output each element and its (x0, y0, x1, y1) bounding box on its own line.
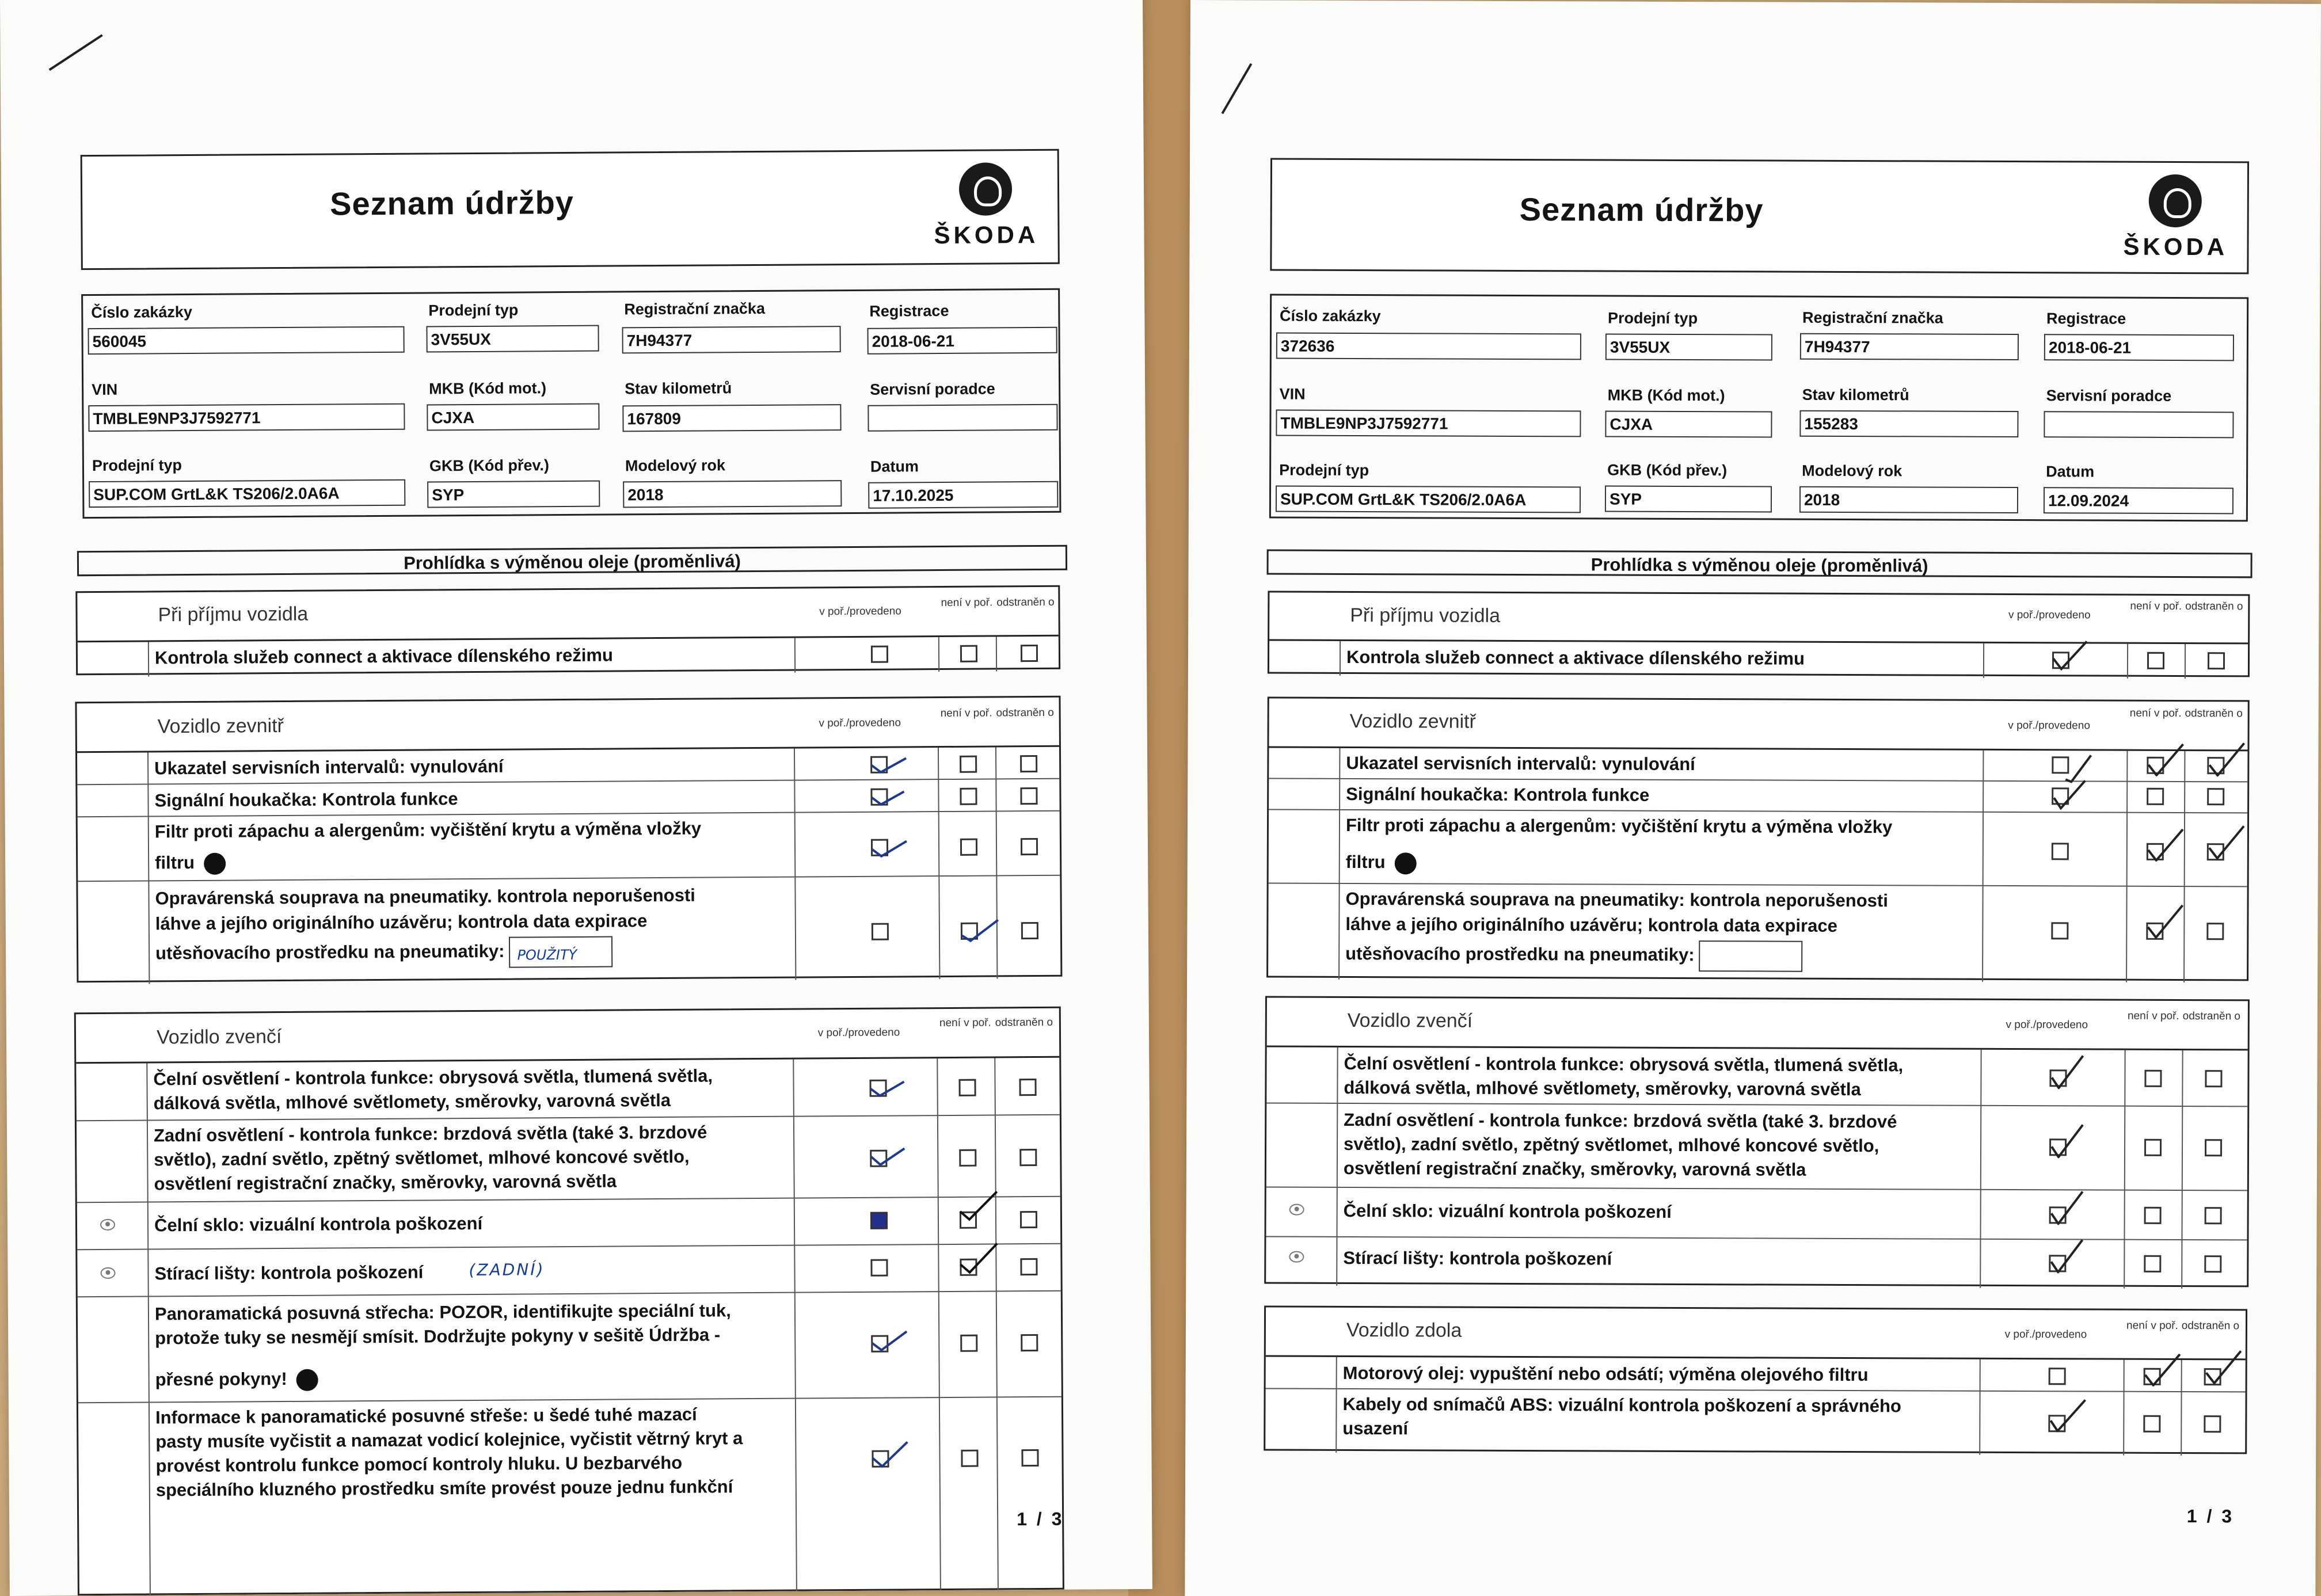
item-rear-light: Zadní osvětlení - kontrola funkce: brzdová světla (také 3. brzdové (1344, 1109, 1897, 1132)
checkbox[interactable] (1020, 1258, 1037, 1275)
checkbox[interactable] (2051, 922, 2068, 939)
checkbox-checked[interactable] (2207, 843, 2224, 860)
checkbox[interactable] (2144, 1255, 2161, 1273)
item-repair-kit: Opravárenská souprava na pneumatiky: kontrola neporušenosti (1345, 888, 1888, 911)
checkbox-checked[interactable] (961, 923, 978, 940)
item-roof-info: Informace k panoramatické posuvné střeše: u šedé tuhé mazací (155, 1404, 697, 1428)
col-not-ok: není v poř. (941, 596, 993, 610)
item-abs: Kabely od snímačů ABS: vizuální kontrola poškození a správného (1342, 1393, 1901, 1416)
gearbox-field[interactable]: SYP (427, 481, 600, 508)
item-repair-kit: Opravárenská souprava na pneumatiky. kontrola neporušenosti (155, 885, 695, 909)
registration-field[interactable]: 2018-06-21 (867, 327, 1057, 355)
section-exterior (1264, 996, 2250, 1287)
item-filter-b: filtru (1345, 851, 1386, 873)
checkbox[interactable] (2204, 1255, 2221, 1273)
checkbox-checked[interactable] (2052, 787, 2069, 805)
section-reception (75, 585, 1060, 675)
date-label: Datum (2046, 463, 2095, 481)
checkbox-checked[interactable] (960, 1212, 977, 1229)
checkbox[interactable] (2147, 652, 2164, 669)
plate-field[interactable]: 7H94377 (1800, 333, 2019, 360)
item-rear-light-b: světlo), zadní světlo, zpětný světlomet, mlhové koncové světlo, (154, 1146, 690, 1170)
checkbox[interactable] (2143, 1415, 2160, 1433)
tire-sealant-field[interactable] (1699, 940, 1802, 972)
checkbox[interactable] (961, 1450, 978, 1467)
section-header (76, 1008, 1059, 1064)
item-roof-b: protože tuky se nesmějí smísit. Dodržujte pokyny v sešitě Údržba - (155, 1324, 721, 1349)
header-box (81, 149, 1060, 270)
gearbox-label: GKB (Kód přev.) (1607, 461, 1728, 479)
gearbox-field[interactable]: SYP (1605, 486, 1772, 513)
checkbox-checked[interactable] (2204, 1368, 2221, 1385)
section-header (77, 698, 1059, 753)
item-repair-kit-b: láhve a jejího originálního uzávěru; kontrola data expirace (1345, 913, 1837, 936)
item-filter: Filtr proti zápachu a alergenům: vyčištění krytu a výměna vložky (1345, 814, 1893, 837)
checkbox[interactable] (960, 1335, 977, 1352)
item-repair-kit-c: utěsňovacího prostředku na pneumatiky: (1345, 943, 1695, 965)
section-title: Při příjmu vozidla (1350, 604, 1501, 627)
checkbox-checked[interactable] (870, 789, 888, 806)
checkbox[interactable] (2206, 923, 2224, 940)
section-header (1269, 698, 2247, 751)
engine-field[interactable]: CJXA (1605, 411, 1772, 438)
order-field[interactable]: 372636 (1276, 333, 1581, 360)
checkbox[interactable] (2208, 652, 2225, 669)
model-label: Prodejní typ (92, 456, 182, 475)
model-field[interactable]: SUP.COM GrtL&K TS206/2.0A6A (89, 479, 405, 508)
checkbox[interactable] (1020, 787, 1037, 805)
item-repair-kit-c-row (153, 936, 613, 970)
brand-name: ŠKODA (2123, 233, 2228, 261)
col-fixed: odstraněn o (2182, 1010, 2241, 1023)
sales-type-label: Prodejní typ (428, 301, 519, 319)
eye-icon (1289, 1204, 1304, 1216)
order-field[interactable]: 560045 (87, 326, 404, 355)
checkbox[interactable] (1021, 922, 1038, 939)
advisor-label: Servisní poradce (870, 380, 995, 398)
model-year-label: Modelový rok (625, 456, 726, 475)
checkbox[interactable] (2204, 1415, 2221, 1433)
checkbox[interactable] (2205, 1070, 2222, 1087)
checkbox[interactable] (1021, 1449, 1038, 1467)
inspection-title: Prohlídka s výměnou oleje (proměnlivá) (1267, 549, 2252, 578)
page-number: 1 / 3 (1017, 1508, 1064, 1530)
vehicle-info (1269, 294, 2248, 521)
item-windshield: Čelní sklo: vizuální kontrola poškození (1343, 1200, 1672, 1222)
section-header (77, 587, 1058, 642)
registration-label: Registrace (869, 302, 949, 320)
checkbox[interactable] (2205, 1139, 2222, 1156)
odometer-field[interactable]: 167809 (622, 404, 841, 432)
order-label: Číslo zakázky (91, 303, 193, 322)
eye-icon (1289, 1251, 1304, 1263)
checkbox-checked[interactable] (2146, 923, 2163, 940)
checkbox[interactable] (2052, 843, 2069, 860)
engine-label: MKB (Kód mot.) (429, 379, 547, 398)
col-done: v poř./provedeno (819, 605, 901, 618)
item-roof-info-c: provést kontrolu funkce pomocí kontroly hluku. U bezbarvého (155, 1452, 683, 1476)
header-box (1270, 158, 2249, 274)
item-rear-light: Zadní osvětlení - kontrola funkce: brzdová světla (také 3. brzdové (153, 1122, 707, 1146)
checkbox[interactable] (2144, 1139, 2162, 1156)
item-front-light-b: dálková světla, mlhové světlomety, směrovky, varovná světla (1344, 1077, 1861, 1100)
checkbox-checked[interactable] (2048, 1415, 2065, 1432)
checkbox[interactable] (1020, 755, 1037, 772)
item-connect: Kontrola služeb connect a aktivace dílenského režimu (154, 645, 613, 668)
item-repair-kit-b: láhve a jejího originálního uzávěru; kontrola data expirace (155, 911, 648, 934)
sales-type-field[interactable]: 3V55UX (426, 325, 599, 353)
col-not-ok: není v poř. (940, 707, 992, 720)
section-title: Vozidlo zvenčí (1347, 1009, 1473, 1032)
col-not-ok: není v poř. (939, 1016, 991, 1030)
advisor-field[interactable] (867, 404, 1057, 432)
date-field[interactable]: 12.09.2024 (2044, 487, 2234, 514)
item-roof-c-row (153, 1366, 318, 1393)
model-year-field[interactable]: 2018 (1799, 486, 2018, 513)
inspection-title: Prohlídka s výměnou oleje (proměnlivá) (77, 545, 1067, 577)
section-title: Vozidlo zdola (1346, 1319, 1462, 1342)
section-title: Při příjmu vozidla (158, 603, 309, 626)
vin-field[interactable]: TMBLE9NP3J7592771 (88, 403, 405, 432)
skoda-logo (2123, 174, 2227, 261)
checkbox[interactable] (2144, 1207, 2162, 1224)
engine-field[interactable]: CJXA (427, 403, 599, 431)
item-wipers: Stírací lišty: kontrola poškození (154, 1262, 424, 1284)
item-rear-light-c: osvětlení registrační značky, směrovky, varovná světla (154, 1171, 617, 1194)
vin-label: VIN (1279, 385, 1306, 403)
col-not-ok: není v poř. (2129, 707, 2182, 720)
item-roof: Panoramatická posuvná střecha: POZOR, identifikujte speciální tuk, (154, 1300, 731, 1324)
checkbox[interactable] (2049, 1368, 2066, 1385)
checkbox-checked[interactable] (2147, 757, 2164, 774)
order-label: Číslo zakázky (1280, 307, 1381, 325)
odometer-field[interactable]: 155283 (1799, 410, 2018, 437)
col-fixed: odstraněn o (996, 706, 1054, 719)
item-wipers: Stírací lišty: kontrola poškození (1343, 1247, 1612, 1269)
checkbox[interactable] (2207, 788, 2224, 805)
item-front-light: Čelní osvětlení - kontrola funkce: obrysová světla, tlumená světla, (153, 1065, 713, 1090)
pen-mark (1222, 63, 1253, 114)
registration-label: Registrace (2046, 310, 2126, 327)
eye-icon (100, 1267, 115, 1279)
checkbox-checked[interactable] (872, 1450, 889, 1468)
checkbox-checked[interactable] (2049, 1138, 2067, 1156)
item-horn: Signální houkačka: Kontrola funkce (1346, 783, 1650, 805)
section-interior (1266, 696, 2250, 981)
plate-label: Registrační značka (1802, 308, 1943, 327)
checkbox[interactable] (960, 645, 977, 662)
col-not-ok: není v poř. (2130, 600, 2182, 613)
odometer-label: Stav kilometrů (625, 379, 732, 398)
tire-sealant-field[interactable]: POUŽITÝ (509, 936, 612, 968)
col-done: v poř./provedeno (819, 717, 901, 730)
checkbox-checked[interactable] (2144, 1368, 2161, 1385)
item-oil: Motorový olej: vypuštění nebo odsátí; výměna olejového filtru (1342, 1362, 1869, 1385)
checkbox[interactable] (871, 646, 888, 663)
section-header (1266, 1307, 2246, 1360)
vehicle-info (81, 288, 1061, 519)
checkbox-checked[interactable] (2147, 843, 2164, 860)
pen-mark (49, 34, 103, 71)
col-done: v poř./provedeno (2006, 1018, 2088, 1031)
page-title: Seznam údržby (329, 184, 574, 222)
checkbox[interactable] (2205, 1207, 2222, 1224)
checkbox[interactable] (1020, 1211, 1037, 1228)
checkbox-checked[interactable] (871, 1335, 888, 1353)
item-rear-light-b: světlo), zadní světlo, zpětný světlomet, mlhové koncové světlo, (1344, 1133, 1879, 1156)
item-repair-kit-c-row (1343, 939, 1803, 972)
item-service-interval: Ukazatel servisních intervalů: vynulování (154, 756, 504, 779)
col-fixed: odstraněn o (996, 596, 1055, 609)
item-front-light: Čelní osvětlení - kontrola funkce: obrysová světla, tlumená světla, (1344, 1053, 1904, 1076)
item-roof-info-b: pasty musíte vyčistit a namazat vodicí kolejnice, vyčistit větrný kryt a (155, 1428, 743, 1452)
section-title: Vozidlo zvenčí (156, 1026, 282, 1049)
engine-label: MKB (Kód mot.) (1607, 386, 1725, 405)
document-left (0, 0, 1152, 1596)
section-header (1269, 592, 2248, 644)
checkbox-checked[interactable] (2049, 1206, 2067, 1224)
checkbox[interactable] (958, 1079, 976, 1096)
date-label: Datum (870, 458, 919, 475)
section-reception (1268, 591, 2250, 677)
checkbox[interactable] (870, 1259, 888, 1277)
item-roof-c: přesné pokyny! (155, 1368, 287, 1390)
checkbox[interactable] (872, 923, 889, 940)
checkbox-checked[interactable] (2049, 1069, 2067, 1087)
col-fixed: odstraněn o (2185, 600, 2243, 613)
vin-label: VIN (92, 380, 118, 399)
plate-field[interactable]: 7H94377 (622, 326, 840, 353)
col-done: v poř./provedeno (817, 1026, 900, 1039)
registration-field[interactable]: 2018-06-21 (2044, 334, 2234, 361)
col-done: v poř./provedeno (2008, 608, 2091, 622)
col-not-ok: není v poř. (2126, 1319, 2178, 1332)
info-dot-icon (1395, 852, 1417, 874)
item-roof-info-d: speciálního kluzného prostředku smíte provést pouze jednu funkční (155, 1476, 733, 1500)
item-front-light-b: dálková světla, mlhové světlomety, směrovky, varovná světla (153, 1090, 671, 1114)
info-dot-icon (296, 1369, 318, 1391)
checkbox-checked[interactable] (870, 756, 888, 774)
checkbox[interactable] (2147, 788, 2164, 805)
section-title: Vozidlo zevnitř (157, 715, 284, 738)
gearbox-label: GKB (Kód přev.) (429, 456, 550, 475)
item-horn: Signální houkačka: Kontrola funkce (154, 789, 458, 811)
section-exterior (74, 1007, 1064, 1595)
model-field[interactable]: SUP.COM GrtL&K TS206/2.0A6A (1276, 486, 1581, 513)
item-filter: Filtr proti zápachu a alergenům: vyčištění krytu a výměna vložky (154, 818, 702, 842)
item-filter-cont (153, 850, 226, 876)
model-year-label: Modelový rok (1802, 462, 1903, 480)
checkbox[interactable] (960, 839, 977, 856)
checkbox-filled[interactable] (870, 1212, 888, 1229)
checkbox[interactable] (1021, 838, 1038, 855)
vin-field[interactable]: TMBLE9NP3J7592771 (1276, 410, 1581, 437)
checkbox-checked[interactable] (871, 839, 888, 856)
checkbox-checked[interactable] (2052, 652, 2069, 669)
checkbox-checked[interactable] (960, 1259, 977, 1276)
skoda-emblem-icon (959, 162, 1013, 216)
brand-name: ŠKODA (934, 220, 1039, 249)
page-number: 1 / 3 (2186, 1506, 2235, 1527)
sales-type-label: Prodejní typ (1608, 309, 1698, 327)
checkbox[interactable] (959, 1149, 976, 1167)
section-underbody (1264, 1305, 2247, 1454)
document-right (1185, 0, 2321, 1596)
col-fixed: odstraněn o (2185, 707, 2243, 720)
checkbox-checked[interactable] (869, 1080, 886, 1097)
plate-label: Registrační značka (624, 299, 765, 318)
checkbox[interactable] (1019, 1079, 1036, 1096)
checkbox-checked[interactable] (870, 1150, 887, 1167)
odometer-label: Stav kilometrů (1802, 386, 1909, 404)
sales-type-field[interactable]: 3V55UX (1605, 334, 1772, 361)
checkbox[interactable] (1021, 645, 1038, 662)
model-label: Prodejní typ (1279, 461, 1369, 479)
item-abs-b: usazení (1342, 1418, 1409, 1439)
item-rear-light-c: osvětlení registrační značky, směrovky, varovná světla (1343, 1157, 1806, 1180)
info-dot-icon (204, 852, 226, 874)
item-connect: Kontrola služeb connect a aktivace dílenského režimu (1346, 646, 1805, 669)
item-windshield: Čelní sklo: vizuální kontrola poškození (154, 1213, 483, 1236)
col-fixed: odstraněn o (995, 1016, 1053, 1029)
date-field[interactable]: 17.10.2025 (868, 481, 1058, 509)
item-service-interval: Ukazatel servisních intervalů: vynulování (1346, 752, 1695, 775)
advisor-label: Servisní poradce (2046, 387, 2172, 405)
checkbox[interactable] (960, 756, 977, 773)
checkbox[interactable] (2052, 756, 2069, 774)
col-fixed: odstraněn o (2181, 1320, 2240, 1332)
checkbox-checked[interactable] (2049, 1255, 2066, 1272)
item-repair-kit-c: utěsňovacího prostředku na pneumatiky: (155, 940, 505, 963)
checkbox[interactable] (2144, 1070, 2162, 1087)
section-title: Vozidlo zevnitř (1349, 710, 1476, 733)
item-filter-cont (1344, 850, 1417, 875)
advisor-field[interactable] (2044, 411, 2234, 438)
checkbox[interactable] (1019, 1149, 1037, 1166)
col-done: v poř./provedeno (2008, 719, 2090, 732)
checkbox[interactable] (960, 788, 977, 805)
section-interior (75, 696, 1062, 982)
checkbox[interactable] (1021, 1334, 1038, 1351)
checkbox-checked[interactable] (2207, 757, 2224, 774)
section-header (1267, 997, 2248, 1050)
skoda-logo (934, 162, 1038, 249)
eye-icon (100, 1219, 115, 1231)
skoda-emblem-icon (2149, 174, 2202, 227)
page-title: Seznam údržby (1519, 191, 1764, 228)
col-not-ok: není v poř. (2127, 1010, 2179, 1023)
item-filter-b: filtru (155, 852, 195, 873)
wipers-note: (ZADNÍ) (469, 1260, 545, 1280)
col-done: v poř./provedeno (2004, 1328, 2087, 1341)
model-year-field[interactable]: 2018 (623, 480, 842, 508)
